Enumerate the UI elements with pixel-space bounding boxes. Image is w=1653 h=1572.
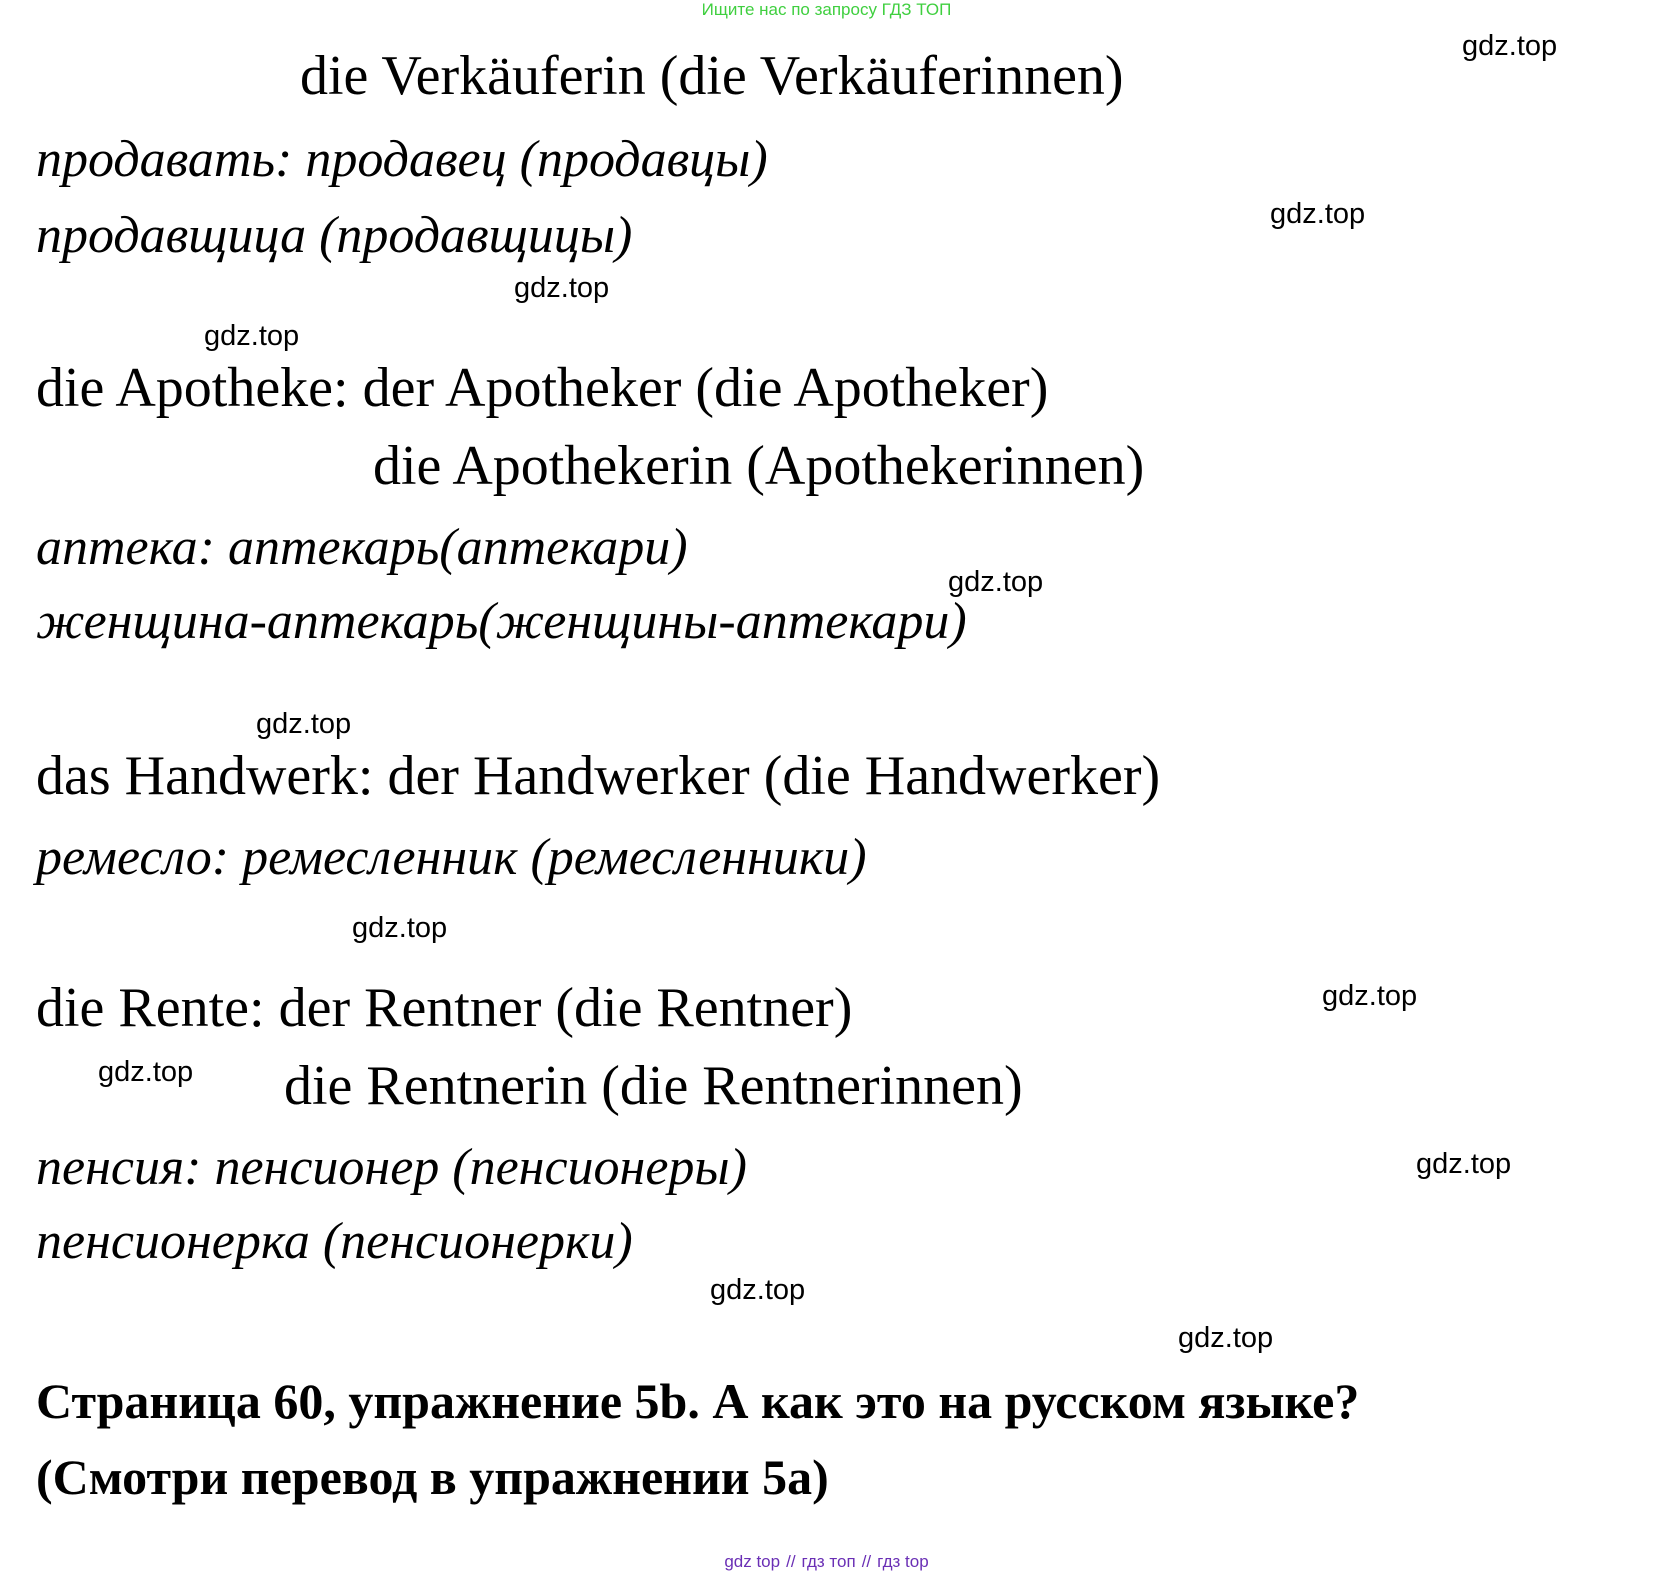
watermark: gdz.top [1462, 30, 1558, 62]
footer-links [0, 1552, 1653, 1572]
footer-link[interactable]: гдз топ [801, 1552, 856, 1571]
russian-translation-line: ремесло: ремесленник (ремесленники) [36, 829, 867, 886]
exercise-heading: Страница 60, упражнение 5b. А как это на русском языке? [36, 1373, 1360, 1429]
watermark: gdz.top [1322, 980, 1418, 1012]
watermark: gdz.top [514, 272, 610, 304]
russian-translation-line: женщина-аптекарь(женщины-аптекари) [36, 593, 967, 650]
watermark: gdz.top [1416, 1148, 1512, 1180]
watermark: gdz.top [256, 708, 352, 740]
footer-separator: // [861, 1552, 872, 1571]
search-hint-link[interactable]: Ищите нас по запросу ГДЗ ТОП [701, 0, 952, 19]
russian-translation-line: продавщица (продавщицы) [36, 207, 633, 264]
watermark: gdz.top [710, 1274, 806, 1306]
russian-translation-line: пенсионерка (пенсионерки) [36, 1213, 633, 1270]
russian-translation-line: продавать: продавец (продавцы) [36, 131, 768, 188]
russian-translation-line: пенсия: пенсионер (пенсионеры) [36, 1139, 747, 1196]
german-line: die Verkäuferin (die Verkäuferinnen) [300, 45, 1124, 107]
watermark: gdz.top [1178, 1322, 1274, 1354]
footer-link[interactable]: gdz top [724, 1552, 781, 1571]
watermark: gdz.top [352, 912, 448, 944]
german-line: die Apotheke: der Apotheker (die Apotheker) [36, 357, 1049, 419]
footer-separator: // [786, 1552, 796, 1571]
watermark: gdz.top [948, 566, 1044, 598]
footer-link[interactable]: гдз top [877, 1552, 929, 1571]
exercise-subheading: (Смотри перевод в упражнении 5а) [36, 1449, 829, 1505]
german-line: die Rentnerin (die Rentnerinnen) [284, 1055, 1023, 1117]
watermark: gdz.top [1270, 198, 1366, 230]
german-line: das Handwerk: der Handwerker (die Handwerker) [36, 745, 1161, 807]
russian-translation-line: аптека: аптекарь(аптекари) [36, 519, 688, 576]
watermark: gdz.top [204, 320, 300, 352]
german-line: die Rente: der Rentner (die Rentner) [36, 977, 853, 1039]
watermark: gdz.top [98, 1056, 194, 1088]
german-line: die Apothekerin (Apothekerinnen) [373, 435, 1145, 497]
